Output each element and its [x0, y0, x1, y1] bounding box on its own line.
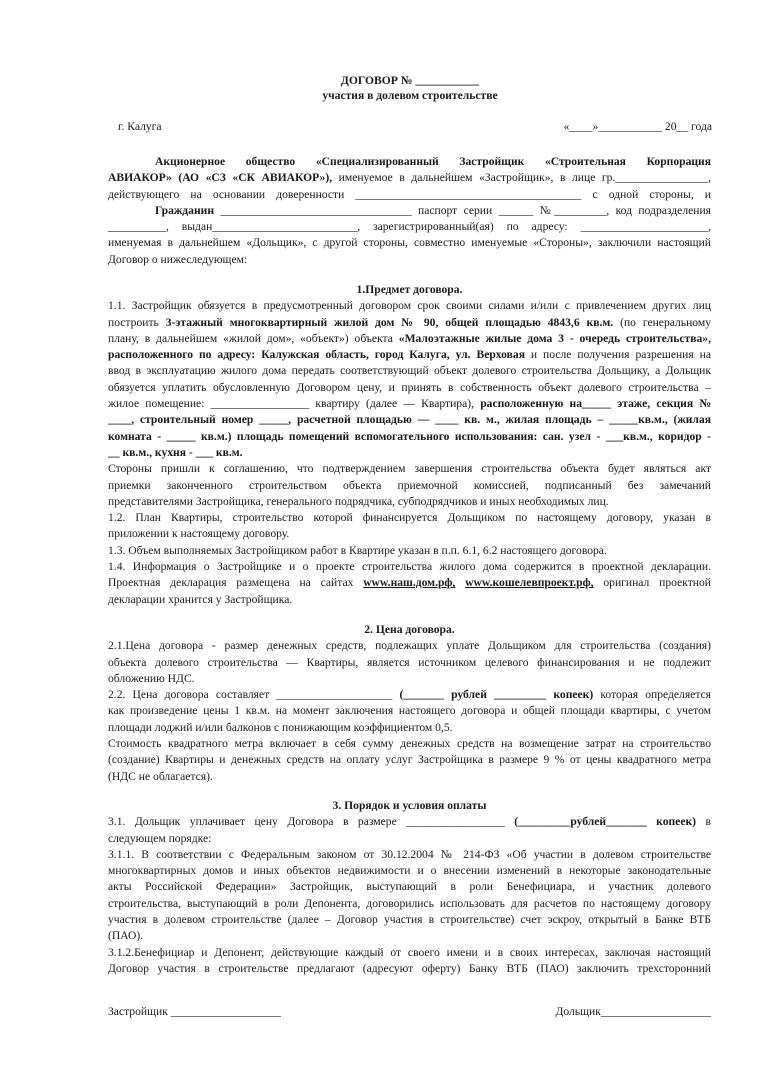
text-run: и после получения разрешения на: [524, 348, 712, 362]
text-line: [108, 170, 711, 186]
paragraph: [108, 814, 711, 847]
bold-text: расположенного по адресу: Калужская область, город Калуга, ул. Верховая: [108, 348, 525, 362]
text-run: _________________________________ паспорт серии ______ №_________, код подразделения: [214, 203, 711, 217]
text-line: [108, 543, 711, 559]
document-subtitle: участия в долевом строительстве: [322, 89, 498, 102]
paragraph: [108, 510, 711, 543]
text-run: 1.1. Застройщик обязуется в предусмотренный договором срок своими силами и/или с привлечением других лиц: [108, 299, 711, 313]
text-run: [455, 576, 465, 589]
paragraph: [108, 638, 711, 687]
text-line: [108, 429, 711, 445]
text-line: [108, 912, 711, 928]
paragraph: [108, 298, 711, 461]
bold-text: Акционерное общество «Специализированный Застройщик «Строительная Корпорация: [155, 155, 711, 168]
text-line: [108, 559, 711, 575]
text-line: [108, 412, 711, 428]
text-line: [108, 655, 711, 671]
text-line: [108, 847, 711, 863]
bold-text: ____, строительный номер _____, расчетной площадью — ____ кв. м., жилая площадь – _____кв.м., (жилая: [108, 413, 711, 427]
paragraph: [108, 461, 711, 510]
text-run: 1.4. Информация о Застройщике и о проекте строительства жилого дома содержится в проектной декларации.: [108, 560, 711, 574]
text-run: многоквартирных домов и иных объектов недвижимости и о внесении изменений в некоторые законодательные: [108, 864, 711, 878]
text-line: [108, 671, 711, 687]
text-run: представителями Застройщика, генерального подрядчика, субподрядчиков и иных необходимых лиц.: [108, 494, 609, 508]
bold-text: 3-этажный многоквартирный жилой дом № 90, общей площадью 4843,6 кв.м.: [165, 315, 614, 329]
text-run: как произведение цены 1 кв.м. на момент заключения настоящего договора и общей площади квартиры, с учетом: [108, 704, 711, 718]
paragraph: [108, 543, 711, 559]
text-run: именуемая в дальнейшем «Дольщик», с другой стороны, совместно именуемые «Стороны», заключили настоящий: [108, 236, 711, 250]
bold-text: -: [211, 639, 216, 653]
text-line: [108, 526, 711, 542]
text-line: [108, 736, 711, 752]
bold-text: (_______ рублей _________ копеек): [399, 688, 594, 702]
bold-text: комната - _____ кв.м.) площадь помещений вспомогательного использования: сан. узел - ___кв.м., коридор -: [108, 429, 711, 443]
text-run: оригинал проектной: [593, 576, 711, 590]
text-run: участия в долевом строительстве (далее – Договор участия в строительстве) счет эскроу, открытый в Банке ВТБ: [108, 913, 711, 927]
text-run: приемки законченного строительством объекта приемочной комиссией, подписанный без замечаний: [108, 478, 711, 492]
text-line: [108, 298, 711, 314]
paragraph: [108, 945, 711, 978]
bold-text: Гражданин: [155, 203, 214, 217]
text-run: Договор участия в строительстве предлагают (адресуют оферту) Банку ВТБ (ПАО) заключить трехсторонний: [108, 961, 711, 975]
text-run: 2.1.Цена договора: [108, 639, 212, 653]
text-line: [108, 445, 711, 461]
text-run: строительства, выступающий в роли Депонента, договорились использовать для расчетов по настоящему договору: [108, 896, 711, 910]
text-run: (ПАО).: [108, 929, 144, 943]
paragraph: [108, 687, 711, 736]
text-line: [108, 831, 711, 847]
text-run: Стороны пришли к соглашению, что подтверждением завершения строительства объекта будет являться акт: [108, 462, 711, 476]
paragraph: [108, 559, 711, 608]
text-line: [108, 347, 711, 363]
text-line: [108, 896, 711, 912]
text-line: [108, 187, 711, 203]
text-run: __________, выдан_________________________, зарегистрированный(ая) по адресу: ______________________,: [108, 220, 711, 234]
text-line: [108, 575, 711, 591]
text-run: обязуется уплатить обусловленную Договором цену, и принять в собственность объект долевого строительства –: [108, 380, 711, 394]
text-run: размер денежных средств, подлежащих уплате Дольщиком для строительства (создания): [215, 639, 711, 653]
text-run: (создание) Квартиры и денежных средств на оплату услуг Застройщика в размере 9 % от цены квадратного метра: [108, 753, 711, 767]
text-line: [108, 703, 711, 719]
text-line: [108, 203, 711, 219]
text-run: (по генеральному: [613, 315, 711, 329]
paragraph: [108, 736, 711, 785]
text-line: [108, 863, 711, 879]
text-line: [108, 494, 711, 510]
text-run: 3.1.1. В соответствии с Федеральным законом от 30.12.2004 № 214-ФЗ «Об участии в долевом строительстве: [108, 847, 711, 861]
text-line: [108, 461, 711, 477]
text-run: (НДС не облагается).: [108, 769, 213, 783]
text-line: [108, 235, 711, 251]
bold-text: «Малоэтажные жилые дома 3 - очередь строительства»,: [398, 331, 712, 345]
section-heading: 2. Цена договора.: [364, 623, 455, 636]
text-run: объекта долевого строительства — Квартиры, является источником целевого финансирования и не подлежит: [108, 655, 711, 669]
contract-date: «____»___________ 20__ года: [563, 120, 712, 133]
parties-preamble: [108, 154, 711, 268]
text-run: следующем порядке:: [108, 831, 212, 845]
text-run: 1.3. Объем выполняемых Застройщиком работ в Квартире указан в п.п. 6.1, 6.2 настоящего договора.: [108, 543, 607, 557]
text-line: [108, 154, 711, 170]
text-run: построить: [108, 315, 166, 329]
text-line: [108, 315, 711, 331]
website-link[interactable]: www.наш.дом.рф,: [363, 576, 456, 590]
text-run: именуемое в дальнейшем «Застройщик», в лице гр.________________,: [332, 171, 711, 185]
text-line: [108, 687, 711, 703]
bold-text: (_________рублей_______ копеек): [514, 815, 697, 829]
paragraph: [108, 847, 711, 945]
section-payment: [108, 798, 711, 977]
text-line: [108, 478, 711, 494]
text-run: 1.2. План Квартиры, строительство которой финансируется Дольщиком по настоящему договору, указан в: [108, 511, 711, 525]
developer-signature: Застройщик ___________________: [108, 1005, 281, 1018]
text-run: Стоимость квадратного метра включает в себя сумму денежных средств на возмещение затрат на строительство: [108, 737, 711, 751]
text-run: жилое помещение: _________________ квартиру (далее — Квартира),: [108, 397, 481, 411]
contract-city: г. Калуга: [118, 120, 162, 133]
bold-text: АВИАКОР» (АО «СЗ «СК АВИАКОР»),: [108, 171, 333, 185]
text-line: [108, 945, 711, 961]
website-link[interactable]: www.кошелевпроект.рф,: [465, 576, 594, 590]
text-line: [108, 252, 711, 268]
section-price: [108, 622, 711, 785]
text-run: которая определяется: [593, 688, 712, 702]
text-line: [108, 961, 711, 977]
text-line: [108, 396, 711, 412]
text-line: [108, 510, 711, 526]
text-run: действующего на основании доверенности _______________________________________ с одной стороны, и: [108, 187, 711, 201]
text-run: ввод в эксплуатацию жилого дома передать соответствующий объект долевого строительства Дольщику, а Дольщик: [108, 364, 711, 378]
text-line: [108, 928, 711, 944]
text-line: [108, 380, 711, 396]
text-line: [108, 879, 711, 895]
document-title: ДОГОВОР № ___________: [340, 74, 480, 87]
text-run: площади лоджий и/или балконов с понижающим коэффициентом 0,5.: [108, 720, 453, 734]
bold-text: __ кв.м., кухня - ___ кв.м.: [108, 445, 243, 459]
text-run: обложению НДС.: [108, 671, 195, 685]
paragraph: [108, 154, 711, 268]
bold-text: расположенную на_____ этаже, секция №: [480, 397, 711, 411]
text-run: приложении к настоящему договору.: [108, 527, 290, 541]
text-line: [108, 331, 711, 347]
section-heading: 3. Порядок и условия оплаты: [332, 799, 487, 812]
text-line: [108, 769, 711, 785]
text-run: 2.2. Цена договора составляет ____________________: [108, 688, 400, 702]
section-heading: 1.Предмет договора.: [356, 283, 463, 296]
text-run: 3.1. Дольщик уплачивает цену Договора в размере _________________: [108, 815, 515, 829]
text-run: Проектная декларация размещена на сайтах: [108, 576, 364, 590]
shareholder-signature: Дольщик___________________: [555, 1005, 711, 1018]
text-run: 3.1.2.Бенефициар и Депонент, действующие каждый от своего имени и в своих интересах, заключая настоящий: [108, 945, 711, 959]
text-line: [108, 592, 711, 608]
text-line: [108, 638, 711, 654]
text-line: [108, 752, 711, 768]
text-line: [108, 363, 711, 379]
text-run: в: [696, 815, 711, 829]
section-subject: [108, 282, 711, 608]
text-run: акты Российской Федерации» Застройщик, выступающий в роли Бенефициара, и участник долевого: [108, 880, 711, 894]
text-line: [108, 814, 711, 830]
text-line: [108, 219, 711, 235]
text-run: плану, в дальнейшем «жилой дом», «объект») объекта: [108, 331, 399, 345]
text-line: [108, 720, 711, 736]
text-run: декларации хранится у Застройщика.: [108, 592, 293, 606]
text-run: Договор о нижеследующем:: [108, 252, 248, 266]
